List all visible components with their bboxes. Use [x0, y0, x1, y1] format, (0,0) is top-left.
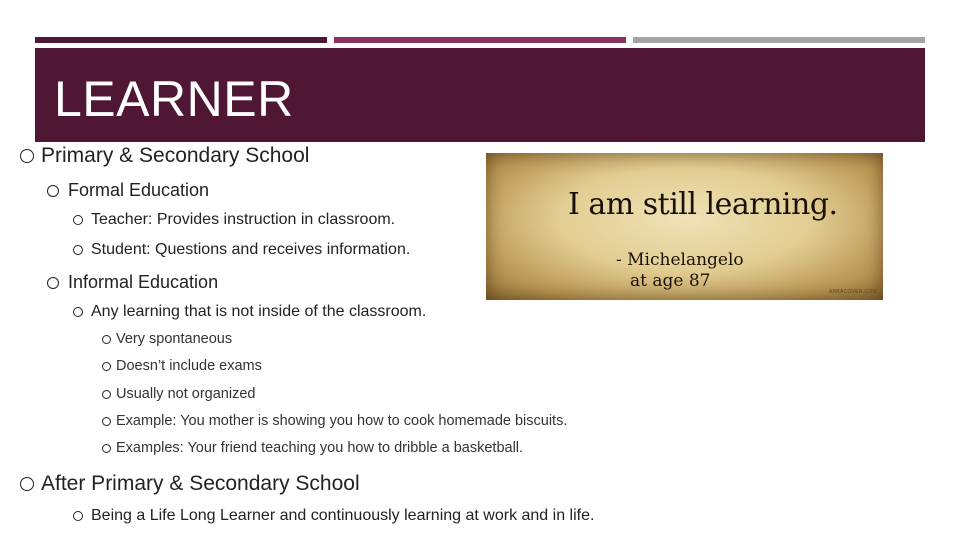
bullet-text: Examples: Your friend teaching you how to dribble a basketball. — [116, 440, 524, 456]
bullet-student — [73, 241, 410, 259]
bullet-circle-icon — [102, 390, 111, 399]
bullet-circle-icon — [73, 215, 83, 225]
quote-author-name: - Michelangelo — [616, 250, 744, 270]
bullet-formal-education — [47, 180, 209, 201]
bullet-not-organized — [102, 386, 255, 402]
quote-image — [486, 153, 883, 300]
bullet-text: Usually not organized — [116, 386, 256, 402]
bullet-text: Doesn’t include exams — [116, 358, 262, 374]
bullet-example-biscuits — [102, 413, 567, 429]
bullet-circle-icon — [102, 417, 111, 426]
bullet-text: Being a Life Long Learner and continuously learning at work and in life. — [91, 507, 595, 524]
accent-bar-middle — [334, 37, 626, 43]
accent-bar-right — [633, 37, 925, 43]
bullet-text: Student: Questions and receives information. — [91, 241, 411, 258]
bullet-lifelong-learner — [73, 507, 594, 525]
bullet-example-basketball — [102, 440, 523, 456]
bullet-circle-icon — [102, 362, 111, 371]
bullet-informal-education — [47, 272, 218, 293]
quote-watermark: ABBACOVER.COM — [828, 289, 877, 295]
bullet-text: Very spontaneous — [116, 331, 233, 347]
bullet-primary-secondary — [20, 144, 309, 168]
bullet-text: Primary & Secondary School — [41, 144, 310, 167]
bullet-circle-icon — [47, 277, 59, 289]
bullet-text: Any learning that is not inside of the classroom. — [91, 303, 427, 320]
accent-bar-left — [35, 37, 327, 43]
bullet-circle-icon — [20, 477, 34, 491]
bullet-circle-icon — [102, 444, 111, 453]
bullet-circle-icon — [102, 335, 111, 344]
bullet-circle-icon — [47, 185, 59, 197]
bullet-very-spontaneous — [102, 331, 232, 347]
bullet-circle-icon — [73, 511, 83, 521]
bullet-text: Example: You mother is showing you how to cook homemade biscuits. — [116, 413, 568, 429]
bullet-text: Teacher: Provides instruction in classroom. — [91, 211, 396, 228]
bullet-circle-icon — [20, 149, 34, 163]
bullet-text: Informal Education — [68, 272, 219, 292]
bullet-text: After Primary & Secondary School — [41, 472, 360, 495]
bullet-text: Formal Education — [68, 180, 210, 200]
bullet-no-exams — [102, 358, 262, 374]
bullet-teacher — [73, 211, 395, 229]
quote-author — [616, 250, 744, 292]
bullet-circle-icon — [73, 245, 83, 255]
quote-text: I am still learning. — [568, 187, 838, 222]
bullet-any-learning — [73, 303, 426, 321]
quote-author-age: at age 87 — [630, 271, 711, 291]
slide-title: LEARNER — [54, 71, 294, 127]
bullet-circle-icon — [73, 307, 83, 317]
bullet-after-school — [20, 472, 360, 496]
title-band — [35, 48, 925, 142]
